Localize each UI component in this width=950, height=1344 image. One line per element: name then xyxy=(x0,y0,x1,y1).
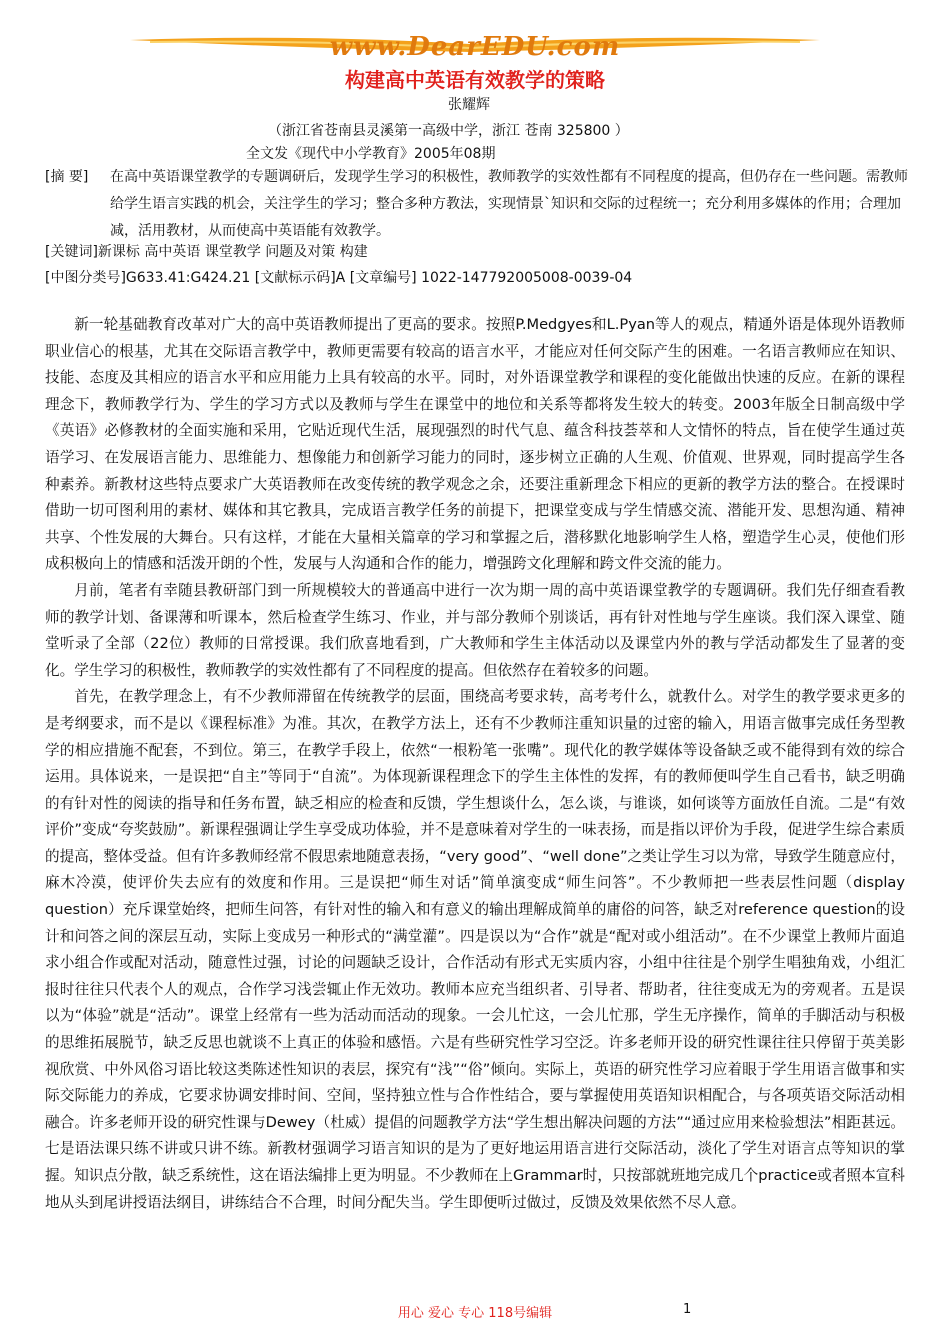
classification-line: [中图分类号]G633.41:G424.21 [文献标示码]A [文章编号] 1022-147792005008-0039-04 xyxy=(45,270,633,286)
body-paragraph: 新一轮基础教育改革对广大的高中英语教师提出了更高的要求。按照P.Medgyes和L.Pyan等人的观点，精通外语是体现外语教师职业信心的根基，尤其在交际语言教学中，教师更需要有较高的语言水平，才能应对任何交际产生的困难。一名语言教师应在知识、技能、态度及其相应的语言水平和应用能力上具有较高的水平。同时，对外语课堂教学和课程的变化能做出快速的反应。在新的课程理念下，教师教学行为、学生的学习方式以及教师与学生在课堂中的地位和关系等都将发生较大的转变。2003年版全日制高级中学《英语》必修教材的全面实施和采用，它贴近现代生活，展现强烈的时代气息、蕴含科技荟萃和人文情怀的特点，旨在使学生通过英语学习、在发展语言能力、思维能力、想像能力和创新学习能力的同时，逐步树立正确的人生观、价值观、世界观，同时提高学生各种素养。新教材这些特点要求广大英语教师在改变传统的教学观念之余，还要注重新理念下相应的更新的教学方法的整合。在授课时借助一切可图利用的素材、媒体和其它教具，完成语言教学任务的前提下，把课堂变成与学生情感交流、潜能开发、思想沟通、精神共享、个性发展的大舞台。只有这样，才能在大量相关篇章的学习和掌握之后，潜移默化地影响学生人格，塑造学生心灵，使他们形成积极向上的情感和活泼开朗的个性，发展与人沟通和合作的能力，增强跨文化理解和跨文件交流的能力。 xyxy=(45,316,905,573)
keywords-line: [关键词]新课标 高中英语 课堂教学 问题及对策 构建 xyxy=(45,244,368,260)
article-title: 构建高中英语有效教学的策略 xyxy=(345,68,605,92)
article-body xyxy=(45,312,905,1216)
page-number: 1 xyxy=(683,1302,692,1317)
author-affiliation: （浙江省苍南县灵溪第一高级中学，浙江 苍南 325800 ） xyxy=(268,123,629,139)
site-url[interactable]: www.DearEDU.com xyxy=(329,32,621,62)
body-paragraph: 月前，笔者有幸随县教研部门到一所规模较大的普通高中进行一次为期一周的高中英语课堂教学的专题调研。我们先仔细查看教师的教学计划、备课薄和听课本，然后检查学生练习、作业，并与部分教师个别谈话，再有针对性地与学生座谈。我们深入课堂、随堂听录了全部（22位）教师的日常授课。我们欣喜地看到，广大教师和学生主体活动以及课堂内外的教与学活动都发生了显著的变化。学生学习的积极性，教师教学的实效性都有了不同程度的提高。但依然存在着较多的问题。 xyxy=(45,581,905,679)
abstract-label: [摘 要] xyxy=(45,169,89,185)
body-paragraph: 首先，在教学理念上，有不少教师滞留在传统教学的层面，围绕高考要求转，高考考什么，就教什么。对学生的教学要求更多的是考纲要求，而不是以《课程标准》为准。其次，在教学方法上，还有不少教师注重知识量的过密的输入，用语言做事完成任务型教学的相应措施不配套，不到位。第三，在教学手段上，依然“一根粉笔一张嘴”。现代化的教学媒体等设备缺乏或不能得到有效的综合运用。具体说来，一是误把“自主”等同于“自流”。为体现新课程理念下的学生主体性的发挥，有的教师便叫学生自己看书，缺乏明确的有针对性的阅读的指导和任务布置，缺乏相应的检查和反馈，学生想谈什么，怎么谈，与谁谈，如何谈等方面放任自流。二是“有效评价”变成“夸奖鼓励”。新课程强调让学生享受成功体验，并不是意味着对学生的一味表扬，而是指以评价为手段，促进学生综合素质的提高，整体受益。但有许多教师经常不假思索地随意表扬，“very good”、“well done”之类让学生习以为常，导致学生随意应付，麻木冷漠，使评价失去应有的效度和作用。三是误把“师生对话”简单演变成“师生问答”。不少教师把一些表层性问题（display question）充斥课堂始终，把师生问答，有针对性的输入和有意义的输出理解成简单的庸俗的问答，缺乏对reference question的设计和问答之间的深层互动，实际上变成另一种形式的“满堂灌”。四是误以为“合作”就是“配对或小组活动”。在不少课堂上教师片面追求小组合作或配对活动，随意性过强，讨论的问题缺乏设计，合作活动有形式无实质内容，小组中往往是个别学生唱独角戏，小组汇报时往往只代表个人的观点，合作学习浅尝辄止作无效功。教师本应充当组织者、引导者、帮助者，往往变成无为的旁观者。五是误以为“体验”就是“活动”。课堂上经常有一些为活动而活动的现象。一会儿忙这，一会儿忙那，学生无序操作，简单的手脚活动与积极的思维拓展脱节，缺乏反思也就谈不上真正的体验和感悟。六是有些研究性学习空泛。许多老师开设的研究性课往往只停留于英美影视欣赏、中外风俗习语比较这类陈述性知识的表层，探究有“浅”“俗”倾向。实际上，英语的研究性学习应着眼于学生用语言做事和实际交际能力的养成，它要求协调安排时间、空间，坚持独立性与合作性结合，要与掌握使用英语知识相配合，与各项英语交际活动相融合。许多老师开设的研究性课与Dewey（杜威）提倡的问题教学方法“学生想出解决问题的方法”“通过应用来检验想法”相距甚远。七是语法课只练不讲或只讲不练。新教材强调学习语言知识的是为了更好地运用语言进行交际活动，淡化了学生对语言点等知识的掌握。知识点分散，缺乏系统性，这在语法编排上更为明显。不少教师在上Grammar时，只按部就班地完成几个practice或者照本宣科地从头到尾讲授语法纲目，讲练结合不合理，时间分配失当。学生即便听过做过，反馈及效果依然不尽人意。 xyxy=(45,688,905,1211)
abstract-text: 在高中英语课堂教学的专题调研后，发现学生学习的积极性，教师教学的实效性都有不同程度的提高，但仍存在一些问题。需教师给学生语言实践的机会，关注学生的学习；整合多种方教法，实现情景`知识和交际的过程统一；充分利用多媒体的作用；合理加减，活用教材，从而使高中英语能有效教学。 xyxy=(110,169,908,239)
publication-info: 全文发《现代中小学教育》2005年08期 xyxy=(246,146,496,162)
author-name: 张耀辉 xyxy=(448,97,490,113)
footer-text: 用心 爱心 专心 118号编辑 xyxy=(397,1306,553,1321)
